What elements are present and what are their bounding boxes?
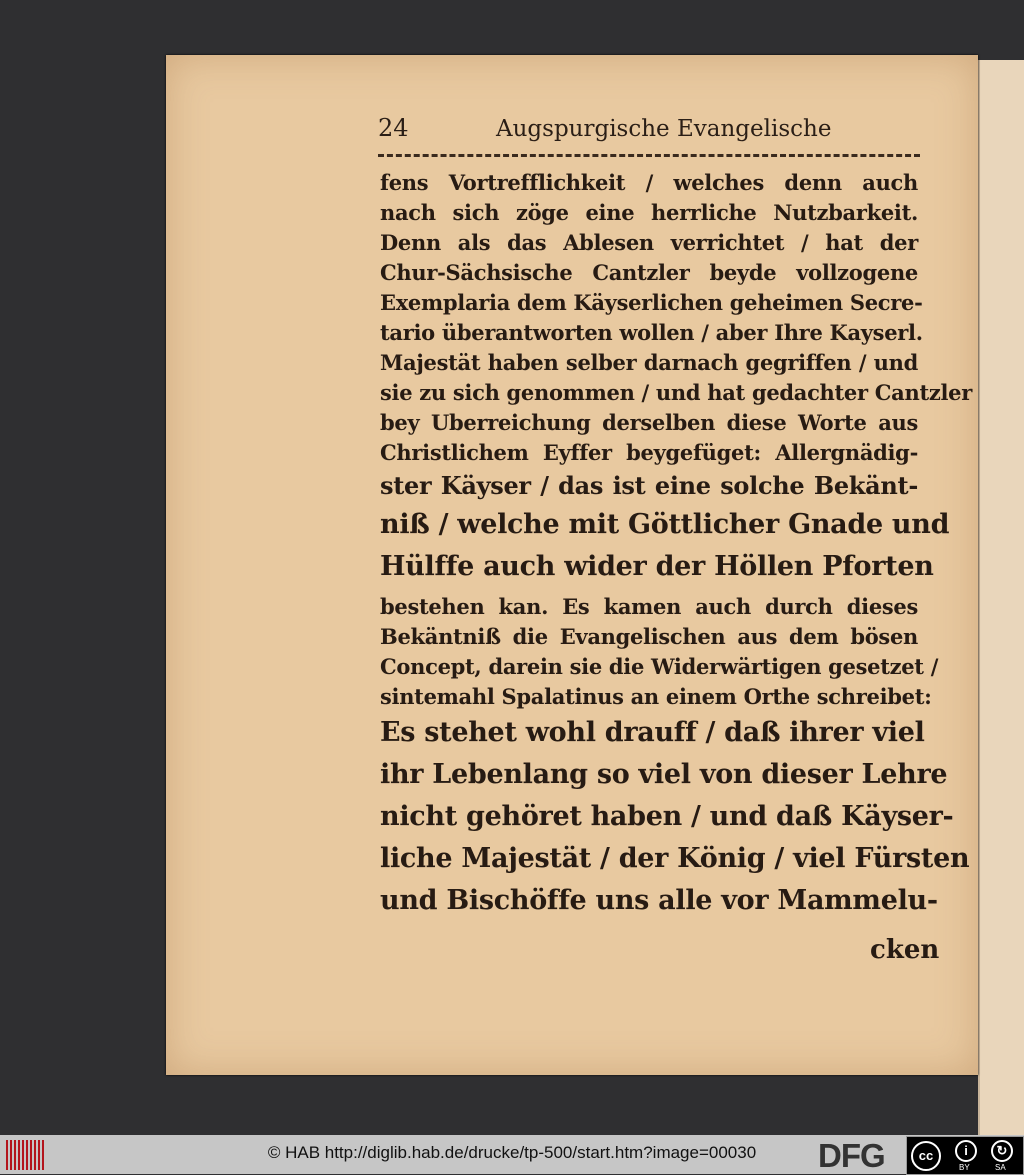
running-title: Augspurgische Evangelische — [496, 116, 832, 142]
copyright-link[interactable]: © HAB http://diglib.hab.de/drucke/tp-500/start.htm?image=00030 — [267, 1143, 757, 1162]
sa-label: SA — [995, 1163, 1006, 1172]
text-line: Es stehet wohl drauff / daß ihrer viel — [380, 717, 925, 748]
text-line: Christlichem Eyffer beygefüget: Allergnädig- — [380, 440, 918, 465]
page-number: 24 — [378, 114, 409, 142]
by-person-icon: i — [955, 1140, 977, 1162]
adjacent-page-edge — [978, 60, 1024, 1135]
text-line: Chur-Sächsische Cantzler beyde vollzogene — [380, 260, 918, 285]
text-line: bey Uberreichung derselben diese Worte aus — [380, 410, 918, 435]
share-alike-icon: ↻ — [991, 1140, 1013, 1162]
text-line: ster Käyser / das ist eine solche Bekänt- — [380, 471, 918, 500]
text-line: sie zu sich genommen / und hat gedachter Cantzler — [380, 380, 972, 405]
text-line: Exemplaria dem Käyserlichen geheimen Secre- — [380, 290, 923, 315]
cc-license-badge[interactable] — [906, 1136, 1024, 1175]
cc-icon: cc — [911, 1141, 941, 1171]
text-line: liche Majestät / der König / viel Fürsten — [380, 843, 970, 874]
text-line: sintemahl Spalatinus an einem Orthe schreibet: — [380, 684, 932, 709]
page-text — [380, 168, 972, 922]
by-label: BY — [959, 1163, 970, 1172]
page-header — [378, 114, 918, 148]
text-line: Hülffe auch wider der Höllen Pforten — [380, 551, 934, 582]
text-line: niß / welche mit Göttlicher Gnade und — [380, 509, 950, 540]
text-line: nicht gehöret haben / und daß Käyser- — [380, 801, 954, 832]
header-rule — [378, 154, 920, 157]
text-line: fens Vortrefflichkeit / welches denn auch — [380, 170, 918, 195]
text-line: Denn als das Ablesen verrichtet / hat der — [380, 230, 918, 255]
text-line: Majestät haben selber darnach gegriffen / und — [380, 350, 918, 375]
text-line: nach sich zöge eine herrliche Nutzbarkeit. — [380, 200, 918, 225]
text-line: und Bischöffe uns alle vor Mammelu- — [380, 885, 938, 916]
text-line: Bekäntniß die Evangelischen aus dem bösen — [380, 624, 918, 649]
footer-bar — [0, 1135, 1024, 1174]
text-line: Concept, darein sie die Widerwärtigen gesetzet / — [380, 654, 939, 679]
text-line: tario überantworten wollen / aber Ihre Kayserl. — [380, 320, 923, 345]
text-line: bestehen kan. Es kamen auch durch dieses — [380, 594, 918, 619]
text-line: ihr Lebenlang so viel von dieser Lehre — [380, 759, 948, 790]
dfg-logo: DFG — [818, 1137, 885, 1174]
catchword: cken — [870, 935, 940, 965]
